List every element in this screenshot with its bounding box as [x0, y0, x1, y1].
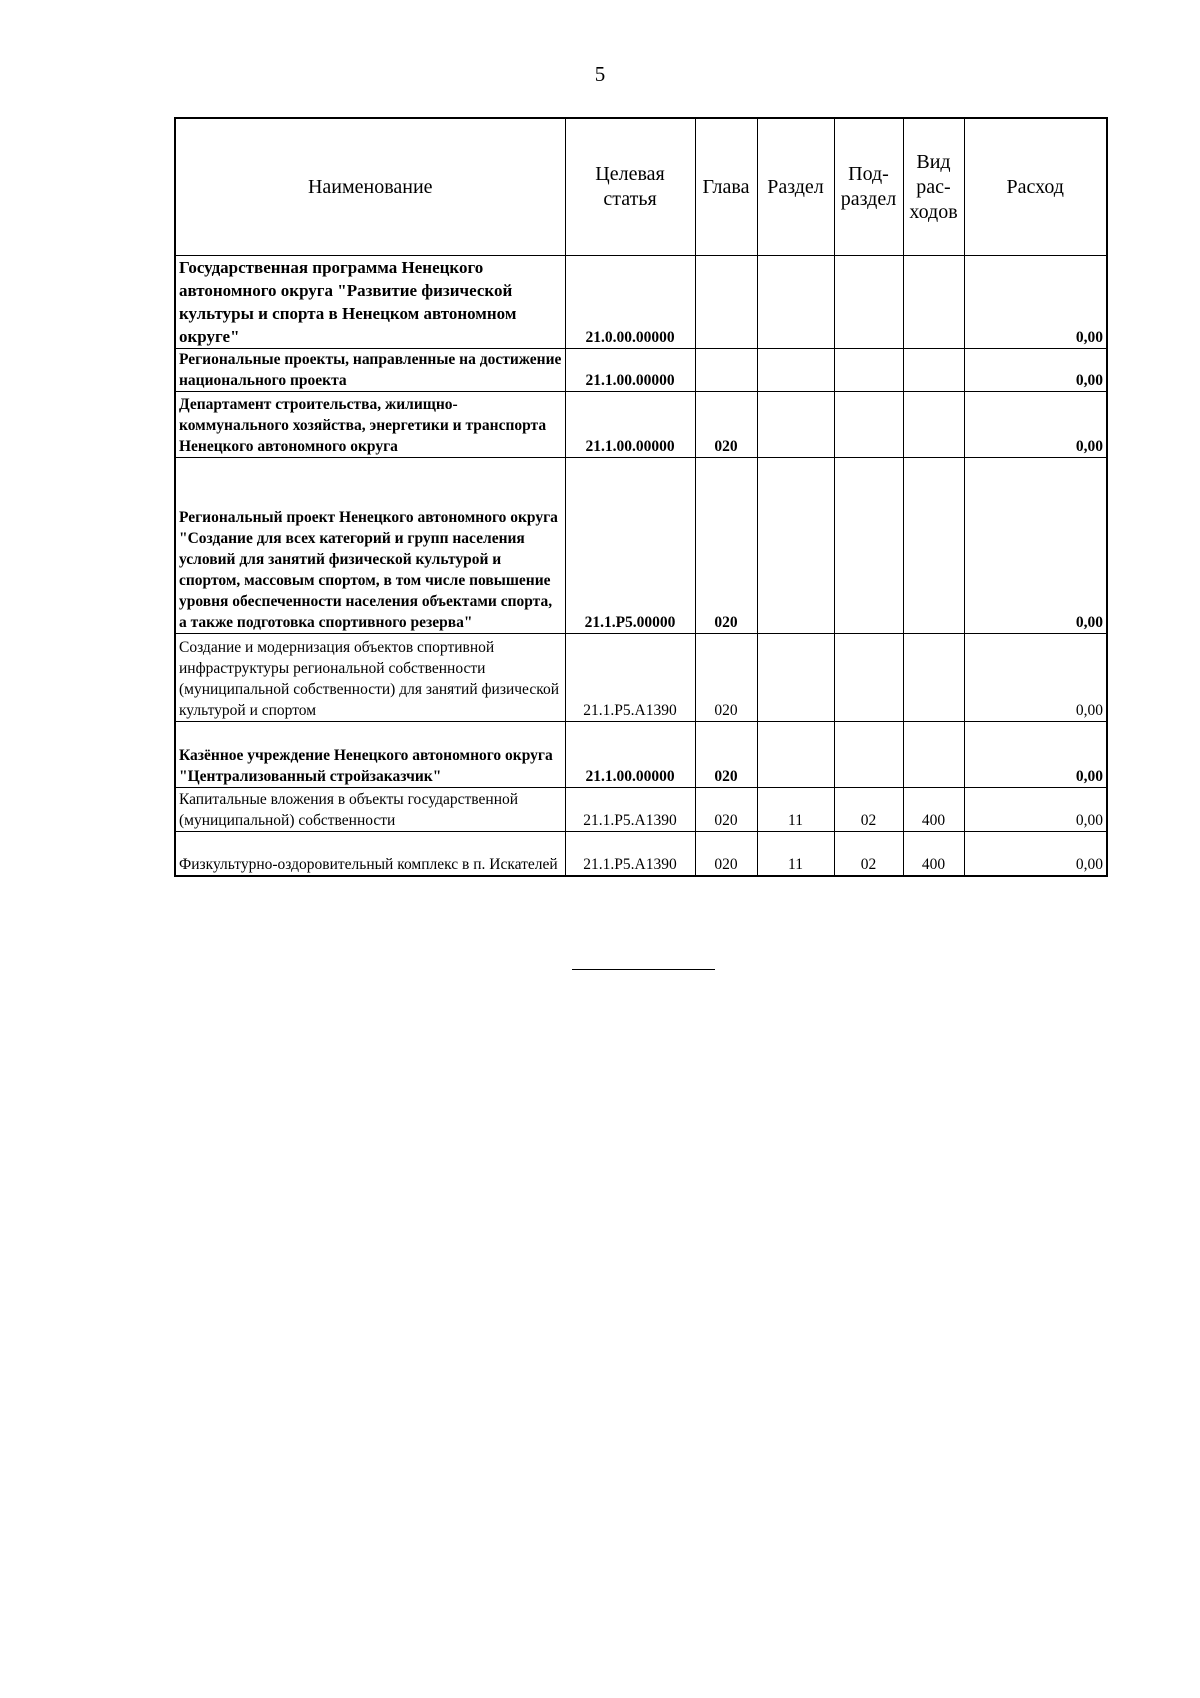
row-subsection [834, 458, 903, 634]
row-target: 21.1.00.00000 [565, 349, 695, 392]
row-target: 21.1.P5.00000 [565, 458, 695, 634]
row-chapter [695, 349, 757, 392]
row-expense-type [903, 349, 964, 392]
row-subsection [834, 349, 903, 392]
row-name: Создание и модернизация объектов спортивной инфраструктуры региональной собственности (муниципальной собственности) для занятий физической культурой и спортом [175, 634, 565, 722]
page-number: 5 [594, 62, 606, 86]
row-name: Департамент строительства, жилищно-коммунального хозяйства, энергетики и транспорта Ненецкого автономного округа [175, 392, 565, 458]
row-subsection [834, 256, 903, 349]
header-target: Целевая статья [565, 118, 695, 256]
row-amount: 0,00 [964, 392, 1107, 458]
table-row [175, 256, 1107, 349]
table-row [175, 788, 1107, 832]
row-amount: 0,00 [964, 722, 1107, 788]
row-expense-type [903, 256, 964, 349]
row-chapter [695, 256, 757, 349]
row-amount: 0,00 [964, 788, 1107, 832]
header-amount: Расход [964, 118, 1107, 256]
end-of-document-rule [572, 969, 715, 970]
row-expense-type [903, 722, 964, 788]
row-subsection [834, 634, 903, 722]
header-subsection: Под-раздел [834, 118, 903, 256]
row-chapter: 020 [695, 634, 757, 722]
budget-table [174, 117, 1108, 877]
row-amount: 0,00 [964, 256, 1107, 349]
table-row [175, 634, 1107, 722]
row-expense-type [903, 634, 964, 722]
row-section [757, 392, 834, 458]
row-subsection [834, 722, 903, 788]
row-section [757, 634, 834, 722]
row-chapter: 020 [695, 392, 757, 458]
row-chapter: 020 [695, 458, 757, 634]
row-amount: 0,00 [964, 832, 1107, 876]
row-chapter: 020 [695, 832, 757, 876]
header-expense-type: Вид рас-ходов [903, 118, 964, 256]
row-name: Региональный проект Ненецкого автономного округа "Создание для всех категорий и групп населения условий для занятий физической культурой и спортом, массовым спортом, в том числе повышение уровня обеспеченности населения объектами спорта, а также подготовка спортивного резерва" [175, 458, 565, 634]
table-row [175, 832, 1107, 876]
row-chapter: 020 [695, 722, 757, 788]
row-target: 21.1.00.00000 [565, 392, 695, 458]
row-amount: 0,00 [964, 458, 1107, 634]
row-name: Государственная программа Ненецкого автономного округа "Развитие физической культуры и спорта в Ненецком автономном округе" [175, 256, 565, 349]
table-row [175, 349, 1107, 392]
row-section [757, 349, 834, 392]
header-chapter: Глава [695, 118, 757, 256]
row-expense-type: 400 [903, 788, 964, 832]
row-target: 21.0.00.00000 [565, 256, 695, 349]
row-section: 11 [757, 832, 834, 876]
row-amount: 0,00 [964, 634, 1107, 722]
row-name: Капитальные вложения в объекты государственной (муниципальной) собственности [175, 788, 565, 832]
row-name: Физкультурно-оздоровительный комплекс в п. Искателей [175, 832, 565, 876]
row-section: 11 [757, 788, 834, 832]
row-amount: 0,00 [964, 349, 1107, 392]
row-expense-type [903, 458, 964, 634]
row-section [757, 256, 834, 349]
row-expense-type [903, 392, 964, 458]
row-target: 21.1.P5.A1390 [565, 634, 695, 722]
row-target: 21.1.00.00000 [565, 722, 695, 788]
row-name: Региональные проекты, направленные на достижение национального проекта [175, 349, 565, 392]
row-subsection: 02 [834, 832, 903, 876]
row-subsection [834, 392, 903, 458]
header-section: Раздел [757, 118, 834, 256]
row-name: Казённое учреждение Ненецкого автономного округа "Централизованный стройзаказчик" [175, 722, 565, 788]
table-row [175, 392, 1107, 458]
table-header-row [175, 118, 1107, 256]
row-section [757, 722, 834, 788]
table-row [175, 722, 1107, 788]
table-row [175, 458, 1107, 634]
row-section [757, 458, 834, 634]
row-expense-type: 400 [903, 832, 964, 876]
row-subsection: 02 [834, 788, 903, 832]
row-target: 21.1.P5.A1390 [565, 788, 695, 832]
header-name: Наименование [175, 118, 565, 256]
row-chapter: 020 [695, 788, 757, 832]
row-target: 21.1.P5.A1390 [565, 832, 695, 876]
